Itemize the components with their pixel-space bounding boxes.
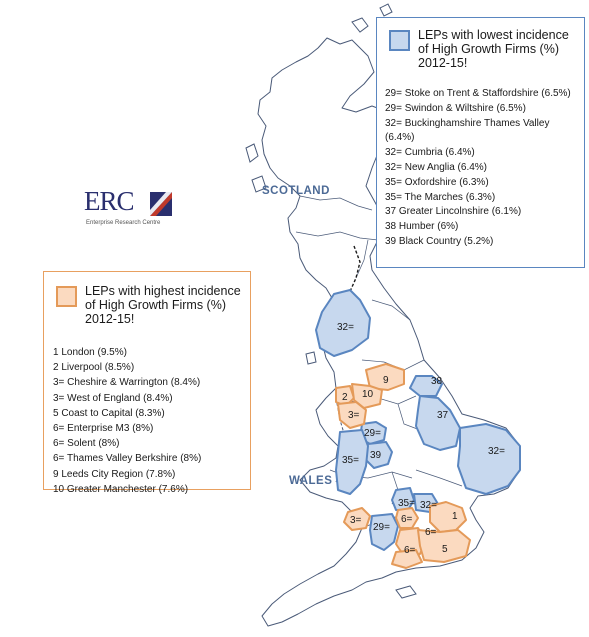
rank-label-thames-valley: 6= [401, 514, 413, 525]
legend-entry: 32= Buckinghamshire Thames Valley (6.4%) [385, 117, 550, 144]
rank-label-oxfordshire: 35= [398, 498, 415, 509]
island-outline [396, 586, 416, 598]
rank-label-london: 1 [452, 511, 458, 522]
legend-entry: 32= Cumbria (6.4%) [385, 147, 475, 159]
lep-area-new-anglia [458, 424, 520, 494]
legend-entry: 6= Enterprise M3 (8%) [53, 423, 154, 435]
rank-label-lincolnshire: 37 [437, 410, 449, 421]
rank-label-black-country: 39 [370, 450, 382, 461]
rank-label-leeds: 9 [383, 375, 389, 386]
legend-highest [43, 271, 251, 495]
scotland-label: SCOTLAND [262, 185, 330, 197]
legend-entry: 9 Leeds City Region (7.8%) [53, 468, 176, 480]
island-outline [246, 144, 258, 162]
legend-entry: 32= New Anglia (6.4%) [385, 161, 488, 173]
island-outline [380, 4, 392, 16]
legend-lowest-list [385, 87, 581, 250]
island-outline [306, 352, 316, 364]
legend-entry: 10 Greater Manchester (7.6%) [53, 483, 189, 495]
rank-label-solent: 6= [404, 545, 416, 556]
rank-label-cheshire: 3= [348, 410, 360, 421]
rank-label-cumbria: 32= [337, 322, 354, 333]
legend-entry: 38 Humber (6%) [385, 221, 459, 233]
rank-label-coast-to-capital: 5 [442, 544, 448, 555]
legend-entry: 39 Black Country (5.2%) [385, 235, 494, 247]
logo-subtitle: Enterprise Research Centre [86, 220, 161, 226]
legend-highest-title: LEPs with highest incidence of High Growth Firms (%) 2012-15! [85, 284, 241, 326]
legend-entry: 37 Greater Lincolnshire (6.1%) [385, 206, 522, 218]
rank-label-west-of-england: 3= [350, 515, 362, 526]
legend-lowest-title: LEPs with lowest incidence of High Growth Firms (%) 2012-15! [418, 28, 569, 70]
legend-highest-swatch [56, 286, 77, 307]
legend-entry: 5 Coast to Capital (8.3%) [53, 407, 165, 419]
legend-entry: 3= West of England (8.4%) [53, 392, 173, 404]
rank-label-new-anglia: 32= [488, 446, 505, 457]
legend-entry: 6= Solent (8%) [53, 438, 120, 450]
rank-label-humber: 38 [431, 376, 443, 387]
rank-label-manchester: 10 [362, 389, 374, 400]
legend-entry: 3= Cheshire & Warrington (8.4%) [53, 377, 201, 389]
island-outline [352, 18, 368, 32]
wales-label: WALES [289, 475, 333, 487]
legend-entry: 6= Thames Valley Berkshire (8%) [53, 453, 202, 465]
erc-logo [84, 186, 174, 229]
legend-entry: 1 London (9.5%) [53, 347, 127, 358]
rank-label-enterprise-m3: 6= [425, 527, 437, 538]
rank-label-marches: 35= [342, 455, 359, 466]
legend-lowest [376, 17, 585, 268]
rank-label-liverpool: 2 [342, 392, 348, 403]
rank-label-bucks: 32= [420, 500, 437, 511]
legend-entry: 29= Swindon & Wiltshire (6.5%) [385, 102, 526, 114]
rank-label-swindon: 29= [373, 522, 390, 533]
legend-lowest-header [389, 28, 579, 70]
legend-lowest-swatch [389, 30, 410, 51]
logo-wordmark: ERC [84, 186, 134, 216]
legend-highest-header [56, 284, 246, 326]
legend-entry: 29= Stoke on Trent & Staffordshire (6.5%) [385, 88, 571, 99]
legend-entry: 35= Oxfordshire (6.3%) [385, 176, 489, 188]
logo-mark-icon [150, 192, 172, 216]
legend-entry: 2 Liverpool (8.5%) [53, 362, 135, 374]
rank-label-stoke: 29= [364, 428, 381, 439]
legend-entry: 35= The Marches (6.3%) [385, 191, 496, 203]
legend-highest-list [53, 345, 248, 497]
